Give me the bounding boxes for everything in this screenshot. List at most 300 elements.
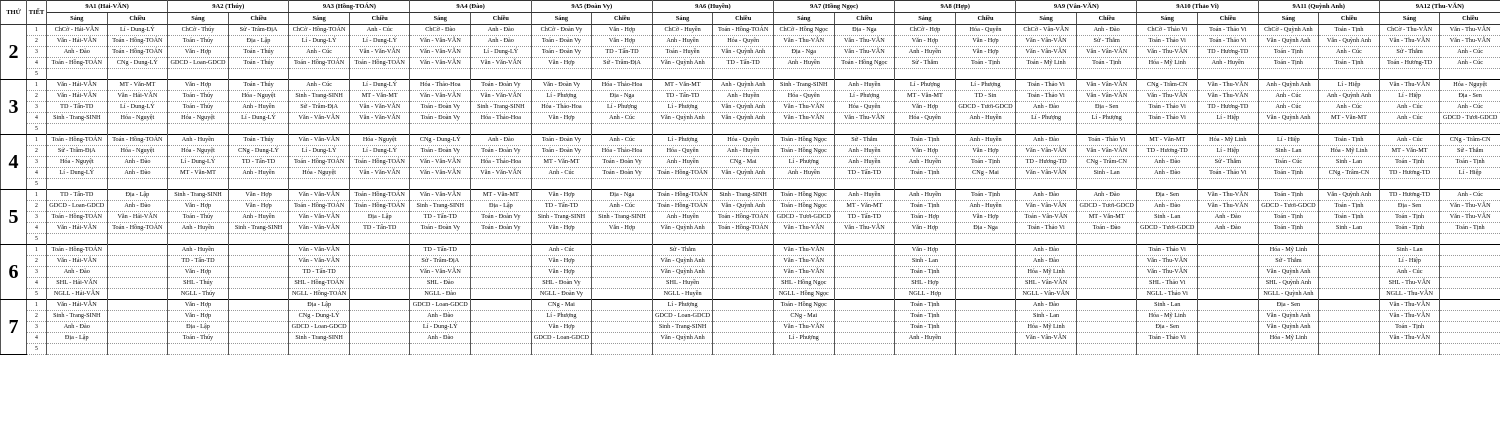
lesson-cell: MT - Văn-MT: [834, 201, 895, 212]
day-label: 4: [1, 135, 27, 190]
lesson-cell: Toán - Thảo Vi: [1016, 80, 1077, 91]
lesson-cell: GDCD - Tươi-GDCD: [1258, 201, 1319, 212]
period-number: 1: [27, 80, 47, 91]
lesson-cell: ChCờ - Thu-VĂN: [1379, 25, 1440, 36]
lesson-cell: [652, 344, 713, 355]
lesson-cell: Anh - Cúc: [1440, 102, 1500, 113]
lesson-cell: Văn - Thu-VĂN: [1198, 91, 1259, 102]
lesson-cell: [713, 333, 774, 344]
lesson-cell: Hóa - Thảo-Hoa: [410, 80, 471, 91]
lesson-cell: TD - Tấn-TD: [531, 201, 592, 212]
period-number: 3: [27, 322, 47, 333]
lesson-cell: [592, 256, 653, 267]
lesson-cell: Toán - Thảo Vi: [1198, 168, 1259, 179]
lesson-cell: [713, 256, 774, 267]
lesson-cell: Văn - Thu-VĂN: [1379, 80, 1440, 91]
lesson-cell: [410, 179, 471, 190]
lesson-cell: SHL - Thu-VĂN: [1379, 278, 1440, 289]
lesson-cell: Toán - Thúy: [228, 58, 289, 69]
lesson-cell: [1137, 234, 1198, 245]
lesson-cell: Văn - Thu-VĂN: [1198, 80, 1259, 91]
lesson-cell: Toán - Tịnh: [1258, 223, 1319, 234]
lesson-cell: [1016, 179, 1077, 190]
lesson-cell: [410, 69, 471, 80]
lesson-cell: [1440, 256, 1500, 267]
lesson-cell: [834, 124, 895, 135]
lesson-cell: NGLL - Thu-VĂN: [1379, 289, 1440, 300]
period-number: 4: [27, 113, 47, 124]
lesson-cell: TD - Tấn-TD: [47, 102, 108, 113]
lesson-cell: TD - Tấn-TD: [168, 256, 229, 267]
lesson-cell: Toán - Tịnh: [1258, 190, 1319, 201]
lesson-cell: Lí - Phượng: [1016, 113, 1077, 124]
lesson-cell: Văn - Hợp: [531, 322, 592, 333]
lesson-cell: [107, 333, 168, 344]
lesson-cell: Hóa - Quyên: [713, 135, 774, 146]
lesson-cell: Lí - Phượng: [652, 102, 713, 113]
lesson-cell: [1319, 344, 1380, 355]
lesson-cell: Hóa - Nguyệt: [107, 146, 168, 157]
lesson-cell: Anh - Đào: [47, 47, 108, 58]
lesson-cell: Toán - Hồng Ngọc: [773, 146, 834, 157]
lesson-cell: Văn - Thu-VĂN: [1440, 36, 1500, 47]
lesson-cell: [107, 179, 168, 190]
lesson-cell: Anh - Quỳnh Anh: [1258, 80, 1319, 91]
lesson-cell: Văn - Thu-VĂN: [834, 113, 895, 124]
lesson-cell: [47, 344, 108, 355]
lesson-cell: MT - Văn-MT: [349, 91, 410, 102]
lesson-cell: Lí - Hiệp: [1258, 135, 1319, 146]
lesson-cell: Văn - Quỳnh Anh: [1258, 267, 1319, 278]
lesson-cell: Toán - Hồng Ngọc: [773, 135, 834, 146]
lesson-cell: Lí - Dung-LÝ: [47, 168, 108, 179]
day-label: 6: [1, 245, 27, 300]
lesson-cell: Anh - Cúc: [1258, 91, 1319, 102]
lesson-cell: Anh - Huyền: [773, 168, 834, 179]
lesson-cell: Anh - Huyền: [713, 91, 774, 102]
lesson-cell: Văn - Quỳnh Anh: [652, 333, 713, 344]
lesson-cell: Văn - Văn-VĂN: [410, 36, 471, 47]
lesson-cell: [773, 69, 834, 80]
lesson-cell: Sinh - Lan: [1016, 311, 1077, 322]
period-number: 3: [27, 157, 47, 168]
period-number: 3: [27, 47, 47, 58]
period-number: 4: [27, 58, 47, 69]
lesson-cell: Toán - Tịnh: [1379, 322, 1440, 333]
lesson-cell: Lí - Dung-LÝ: [471, 47, 532, 58]
lesson-cell: Toán - Đoàn Vy: [471, 80, 532, 91]
session-afternoon-header: Chiều: [349, 13, 410, 25]
lesson-cell: [895, 234, 956, 245]
lesson-cell: Toán - Hồng-TOÁN: [652, 190, 713, 201]
lesson-cell: GDCD - Tươi-GDCD: [1137, 223, 1198, 234]
lesson-cell: [107, 311, 168, 322]
lesson-cell: Lí - Dung-LÝ: [410, 322, 471, 333]
lesson-cell: Sử - Thắm: [895, 58, 956, 69]
lesson-cell: Sử - Thắm: [1198, 157, 1259, 168]
lesson-cell: [713, 311, 774, 322]
lesson-cell: Văn - Văn-VĂN: [471, 91, 532, 102]
lesson-cell: MT - Văn-MT: [652, 80, 713, 91]
lesson-cell: Toán - Đào: [1076, 223, 1137, 234]
lesson-cell: Văn - Thu-VĂN: [1198, 190, 1259, 201]
period-row: [1, 300, 1500, 311]
lesson-cell: [955, 179, 1016, 190]
lesson-cell: Lí - Hiệp: [1198, 113, 1259, 124]
session-afternoon-header: Chiều: [228, 13, 289, 25]
lesson-cell: ChCờ - Hồng Ngọc: [773, 25, 834, 36]
lesson-cell: CNg - Dung-LÝ: [410, 135, 471, 146]
lesson-cell: Văn - Hợp: [531, 190, 592, 201]
lesson-cell: [47, 179, 108, 190]
lesson-cell: Hóa - Nguyệt: [168, 146, 229, 157]
lesson-cell: Hóa - Mỹ Linh: [1258, 245, 1319, 256]
lesson-cell: [471, 300, 532, 311]
lesson-cell: [228, 278, 289, 289]
lesson-cell: [1137, 124, 1198, 135]
lesson-cell: [1137, 69, 1198, 80]
session-morning-header: Sáng: [168, 13, 229, 25]
lesson-cell: Lí - Dung-LÝ: [107, 25, 168, 36]
period-number: 3: [27, 102, 47, 113]
lesson-cell: Văn - Hợp: [955, 146, 1016, 157]
class-header: 9A7 (Hồng Ngọc): [773, 1, 894, 13]
lesson-cell: Văn - Văn-VĂN: [289, 245, 350, 256]
lesson-cell: NGLL - Hải-VĂN: [47, 289, 108, 300]
lesson-cell: TD - Tấn-TD: [228, 157, 289, 168]
lesson-cell: Anh - Đào: [1016, 300, 1077, 311]
lesson-cell: [349, 278, 410, 289]
lesson-cell: [349, 256, 410, 267]
lesson-cell: [531, 344, 592, 355]
lesson-cell: SHL - Đào: [410, 278, 471, 289]
lesson-cell: Văn - Hợp: [895, 36, 956, 47]
lesson-cell: [1076, 322, 1137, 333]
lesson-cell: Lí - Phượng: [895, 80, 956, 91]
lesson-cell: Sử - Thắm: [1379, 47, 1440, 58]
lesson-cell: Anh - Đào: [107, 168, 168, 179]
lesson-cell: Địa - Lập: [471, 201, 532, 212]
lesson-cell: [592, 300, 653, 311]
lesson-cell: Văn - Văn-VĂN: [410, 190, 471, 201]
lesson-cell: Anh - Đào: [47, 267, 108, 278]
lesson-cell: Văn - Quỳnh Anh: [652, 267, 713, 278]
lesson-cell: Lí - Hiệp: [1440, 168, 1500, 179]
lesson-cell: Anh - Đào: [1198, 223, 1259, 234]
lesson-cell: Văn - Hải-VĂN: [47, 300, 108, 311]
period-row: [1, 322, 1500, 333]
lesson-cell: Anh - Cúc: [289, 47, 350, 58]
lesson-cell: [228, 311, 289, 322]
lesson-cell: [228, 322, 289, 333]
period-number: 2: [27, 146, 47, 157]
period-row: [1, 80, 1500, 91]
lesson-cell: [834, 179, 895, 190]
lesson-cell: TD - Tấn-TD: [652, 91, 713, 102]
lesson-cell: [1137, 344, 1198, 355]
session-afternoon-header: Chiều: [1198, 13, 1259, 25]
lesson-cell: Hóa - Mỹ Linh: [1137, 311, 1198, 322]
lesson-cell: MT - Văn-MT: [531, 157, 592, 168]
lesson-cell: [1319, 234, 1380, 245]
period-row: [1, 179, 1500, 190]
period-row: [1, 223, 1500, 234]
lesson-cell: Hóa - Quyên: [955, 25, 1016, 36]
lesson-cell: Toán - Hồng-TOÁN: [47, 245, 108, 256]
lesson-cell: Anh - Cúc: [349, 25, 410, 36]
lesson-cell: Lí - Phượng: [955, 80, 1016, 91]
lesson-cell: NGLL - Vân-VĂN: [1016, 289, 1077, 300]
lesson-cell: [955, 267, 1016, 278]
lesson-cell: [107, 289, 168, 300]
class-header: 9A5 (Đoàn Vy): [531, 1, 652, 13]
lesson-cell: [1379, 124, 1440, 135]
lesson-cell: [652, 179, 713, 190]
lesson-cell: Anh - Đào: [410, 311, 471, 322]
lesson-cell: [1440, 289, 1500, 300]
lesson-cell: [713, 124, 774, 135]
lesson-cell: [773, 124, 834, 135]
lesson-cell: [652, 69, 713, 80]
lesson-cell: Lí - Dung-LÝ: [289, 36, 350, 47]
lesson-cell: Anh - Huyền: [713, 146, 774, 157]
lesson-cell: Văn - Vân-VĂN: [1016, 47, 1077, 58]
lesson-cell: GDCD - Loan-GDCD: [531, 333, 592, 344]
lesson-cell: [1319, 311, 1380, 322]
lesson-cell: Toán - Hồng Ngọc: [773, 190, 834, 201]
period-number: 1: [27, 190, 47, 201]
lesson-cell: [955, 256, 1016, 267]
period-row: [1, 58, 1500, 69]
lesson-cell: Văn - Quỳnh Anh: [713, 113, 774, 124]
lesson-cell: [228, 267, 289, 278]
lesson-cell: Lí - Hiệp: [1319, 80, 1380, 91]
lesson-cell: TD - Tấn-TD: [349, 223, 410, 234]
period-row: [1, 245, 1500, 256]
lesson-cell: Văn - Quỳnh Anh: [652, 58, 713, 69]
day-label: 2: [1, 25, 27, 80]
lesson-cell: Hóa - Nguyệt: [107, 113, 168, 124]
session-morning-header: Sáng: [1379, 13, 1440, 25]
lesson-cell: Văn - Hợp: [592, 36, 653, 47]
lesson-cell: [107, 69, 168, 80]
lesson-cell: [834, 245, 895, 256]
lesson-cell: Hóa - Mỹ Linh: [1258, 333, 1319, 344]
lesson-cell: Văn - Văn-VĂN: [289, 135, 350, 146]
lesson-cell: GDCD - Loan-GDCD: [410, 300, 471, 311]
lesson-cell: Lí - Dung-LÝ: [107, 102, 168, 113]
lesson-cell: [1198, 234, 1259, 245]
period-row: [1, 289, 1500, 300]
lesson-cell: Văn - Đoàn Vy: [531, 80, 592, 91]
lesson-cell: Anh - Cúc: [592, 135, 653, 146]
lesson-cell: [1076, 278, 1137, 289]
lesson-cell: CNg - Mai: [531, 300, 592, 311]
lesson-cell: Toán - Đoàn Vy: [410, 102, 471, 113]
lesson-cell: [349, 179, 410, 190]
lesson-cell: Lí - Hiệp: [1379, 91, 1440, 102]
lesson-cell: [349, 311, 410, 322]
lesson-cell: Toán - Đoàn Vy: [471, 212, 532, 223]
lesson-cell: [1198, 278, 1259, 289]
lesson-cell: ChCờ - Quỳnh Anh: [1258, 25, 1319, 36]
lesson-cell: Toán - Tịnh: [895, 311, 956, 322]
lesson-cell: NGLL - Hợp: [895, 289, 956, 300]
header-thu: THỨ: [1, 1, 27, 25]
lesson-cell: Toán - Hồng-TOÁN: [47, 212, 108, 223]
lesson-cell: Văn - Thu-VĂN: [1137, 267, 1198, 278]
lesson-cell: Anh - Đào: [471, 135, 532, 146]
lesson-cell: Anh - Cúc: [1379, 267, 1440, 278]
lesson-cell: [592, 179, 653, 190]
lesson-cell: Toán - Hồng-TOÁN: [349, 58, 410, 69]
lesson-cell: Toán - Hồng-TOÁN: [47, 135, 108, 146]
lesson-cell: Lí - Phượng: [531, 91, 592, 102]
lesson-cell: [228, 344, 289, 355]
lesson-cell: Văn - Quỳnh Anh: [1258, 36, 1319, 47]
lesson-cell: Văn - Thu-VĂN: [1137, 91, 1198, 102]
lesson-cell: [410, 344, 471, 355]
lesson-cell: Văn - Thu-VĂN: [834, 47, 895, 58]
lesson-cell: Anh - Cúc: [1379, 102, 1440, 113]
lesson-cell: Toán - Hồng Ngọc: [773, 201, 834, 212]
session-morning-header: Sáng: [47, 13, 108, 25]
lesson-cell: Sinh - Lan: [1319, 157, 1380, 168]
lesson-cell: CNg - Dung-LÝ: [107, 58, 168, 69]
lesson-cell: Văn - Vân-VĂN: [1016, 36, 1077, 47]
lesson-cell: [652, 124, 713, 135]
lesson-cell: [1440, 344, 1500, 355]
lesson-cell: Sinh - Trang-SINH: [47, 311, 108, 322]
lesson-cell: [1440, 300, 1500, 311]
lesson-cell: [107, 278, 168, 289]
lesson-cell: TD - Hương-TD: [1198, 47, 1259, 58]
lesson-cell: [349, 300, 410, 311]
period-row: [1, 69, 1500, 80]
lesson-cell: TD - Hương-TD: [1137, 146, 1198, 157]
period-row: [1, 124, 1500, 135]
lesson-cell: [471, 267, 532, 278]
lesson-cell: [592, 322, 653, 333]
lesson-cell: Văn - Thu-VĂN: [1379, 300, 1440, 311]
lesson-cell: Văn - Vân-VĂN: [1016, 333, 1077, 344]
lesson-cell: Hóa - Thảo-Hoa: [592, 146, 653, 157]
lesson-cell: Văn - Văn-VĂN: [410, 47, 471, 58]
lesson-cell: Toán - Tịnh: [1319, 201, 1380, 212]
session-afternoon-header: Chiều: [592, 13, 653, 25]
lesson-cell: Văn - Văn-VĂN: [289, 223, 350, 234]
lesson-cell: Hóa - Quyên: [652, 146, 713, 157]
period-number: 2: [27, 36, 47, 47]
lesson-cell: [592, 311, 653, 322]
lesson-cell: [1440, 69, 1500, 80]
lesson-cell: [834, 333, 895, 344]
lesson-cell: NGLL - Thảo Vi: [1137, 289, 1198, 300]
lesson-cell: Lí - Dung-LÝ: [349, 36, 410, 47]
lesson-cell: Anh - Cúc: [592, 113, 653, 124]
lesson-cell: Sinh - Trang-SINH: [168, 190, 229, 201]
lesson-cell: Văn - Văn-VĂN: [289, 256, 350, 267]
lesson-cell: Văn - Hợp: [168, 80, 229, 91]
lesson-cell: Toán - Tịnh: [1258, 58, 1319, 69]
lesson-cell: [592, 245, 653, 256]
lesson-cell: [1440, 124, 1500, 135]
lesson-cell: Địa - Nga: [592, 190, 653, 201]
lesson-cell: [107, 344, 168, 355]
lesson-cell: TD - Tấn-TD: [289, 267, 350, 278]
lesson-cell: GDCD - Tươi-GDCD: [1076, 201, 1137, 212]
lesson-cell: NGLL - Huyền: [652, 289, 713, 300]
lesson-cell: Văn - Hợp: [895, 146, 956, 157]
period-row: [1, 267, 1500, 278]
lesson-cell: Toán - Tịnh: [1440, 223, 1500, 234]
lesson-cell: Toán - Đoàn Vy: [410, 113, 471, 124]
lesson-cell: [713, 322, 774, 333]
session-afternoon-header: Chiều: [955, 13, 1016, 25]
lesson-cell: [168, 69, 229, 80]
lesson-cell: Địa - Nga: [834, 25, 895, 36]
lesson-cell: GDCD - Tươi-GDCD: [955, 102, 1016, 113]
lesson-cell: Anh - Huyền: [895, 333, 956, 344]
lesson-cell: Hóa - Quyên: [773, 91, 834, 102]
lesson-cell: MT - Văn-MT: [1137, 135, 1198, 146]
period-number: 5: [27, 69, 47, 80]
lesson-cell: [1016, 69, 1077, 80]
lesson-cell: CNg - Dung-LÝ: [289, 311, 350, 322]
lesson-cell: Toán - Đoàn Vy: [471, 223, 532, 234]
lesson-cell: [531, 69, 592, 80]
class-header: 9A1 (Hải-VĂN): [47, 1, 168, 13]
lesson-cell: [168, 344, 229, 355]
lesson-cell: Toán - Đoàn Vy: [410, 146, 471, 157]
lesson-cell: Địa - Nga: [955, 223, 1016, 234]
lesson-cell: Toán - Tịnh: [895, 322, 956, 333]
lesson-cell: Sử - Thắm: [834, 135, 895, 146]
lesson-cell: [1076, 300, 1137, 311]
period-number: 3: [27, 212, 47, 223]
lesson-cell: Lí - Hiệp: [1198, 146, 1259, 157]
lesson-cell: TD - Tấn-TD: [410, 212, 471, 223]
lesson-cell: Sử - Trâm-ĐịA: [47, 146, 108, 157]
lesson-cell: [349, 333, 410, 344]
lesson-cell: Toán - Đoàn Vy: [471, 146, 532, 157]
lesson-cell: Toán - Tịnh: [895, 135, 956, 146]
lesson-cell: [168, 234, 229, 245]
period-row: [1, 25, 1500, 36]
lesson-cell: ChCờ - Thảo Vi: [1137, 25, 1198, 36]
lesson-cell: Toán - Hồng-TOÁN: [713, 223, 774, 234]
lesson-cell: Sử - Trâm-ĐịA: [410, 256, 471, 267]
lesson-cell: Lí - Dung-LÝ: [228, 113, 289, 124]
lesson-cell: Sinh - Trang-SINH: [228, 223, 289, 234]
lesson-cell: Văn - Thu-VĂN: [773, 36, 834, 47]
lesson-cell: Văn - Văn-VĂN: [349, 102, 410, 113]
lesson-cell: Anh - Quỳnh Anh: [1319, 91, 1380, 102]
timetable-header: [1, 1, 1500, 25]
lesson-cell: [1076, 124, 1137, 135]
lesson-cell: NGLL - Thúy: [168, 289, 229, 300]
lesson-cell: Toán - Mỹ Linh: [1016, 58, 1077, 69]
lesson-cell: [955, 333, 1016, 344]
lesson-cell: Anh - Huyền: [834, 146, 895, 157]
lesson-cell: Toán - Hồng-TOÁN: [107, 135, 168, 146]
lesson-cell: [349, 234, 410, 245]
lesson-cell: [955, 300, 1016, 311]
lesson-cell: SHL - Thảo Vi: [1137, 278, 1198, 289]
lesson-cell: TD - Tấn-TD: [713, 58, 774, 69]
lesson-cell: GDCD - Loan-GDCD: [652, 311, 713, 322]
period-row: [1, 91, 1500, 102]
